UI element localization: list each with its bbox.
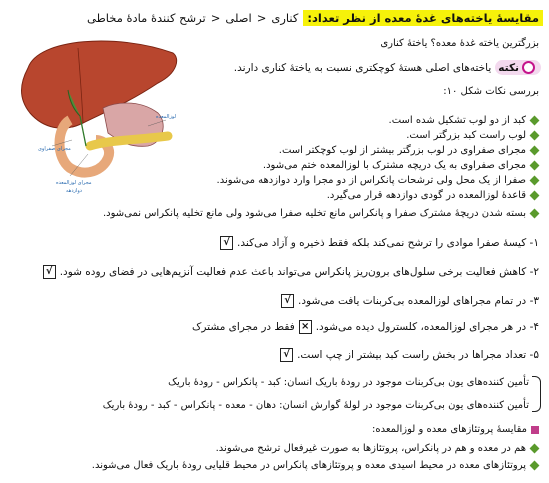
comparison-title: مقایسهٔ پروتئازهای معده و لوزالمعده: — [371, 424, 527, 435]
breadcrumb-item: اصلی — [225, 11, 252, 25]
figure-label-duodenum: دوازدهه — [66, 188, 82, 194]
question-row — [192, 320, 539, 334]
list-item — [279, 145, 539, 156]
question-text: ۳- در تمام مجراهای لوزالمعده بی‌کربنات یافت می‌شود. — [298, 295, 539, 307]
breadcrumb-item: ترشح کنندهٔ مادهٔ مخاطی — [87, 11, 206, 25]
list-item — [406, 130, 539, 141]
bullet-diamond-icon — [530, 131, 539, 140]
liver-pancreas-figure — [8, 28, 186, 206]
check-mark-box: √ — [220, 236, 233, 250]
square-bullet-icon — [531, 426, 539, 434]
question-row — [220, 236, 539, 250]
comparison-title-row — [372, 424, 539, 435]
question-text: ۲- کاهش فعالیت برخی سلول‌های برون‌ریز پانکراس می‌تواند باعث عدم فعالیت آنزیم‌هایی در فضای روده شود. — [59, 266, 539, 278]
check-mark-box: √ — [43, 265, 56, 279]
question-row — [281, 294, 539, 308]
point-text: کبد از دو لوب تشکیل شده است. — [388, 115, 526, 126]
point-text: صفرا از یک محل ولی ترشحات پانکراس از دو مجرا وارد دوازدهه می‌شوند. — [216, 175, 526, 186]
comparison-item: پروتئازهای معده در محیط اسیدی معده و پروتئازهای پانکراس در محیط قلیایی رودهٔ باریک فعال می‌شوند. — [91, 460, 526, 471]
bullet-diamond-icon — [530, 161, 539, 170]
breadcrumb-separator: < — [256, 11, 267, 25]
list-item — [217, 175, 539, 186]
intro-text: بزرگترین یاخته غدهٔ معده؟ یاختهٔ کناری — [380, 38, 539, 49]
note-badge — [495, 60, 541, 75]
bullet-diamond-icon — [530, 116, 539, 125]
list-item — [263, 160, 539, 171]
question-row — [280, 348, 539, 362]
list-item — [389, 115, 539, 126]
figure-label-pancreatic-duct: مجرای لوزالمعده — [56, 180, 92, 186]
bullet-diamond-icon — [530, 176, 539, 185]
figure-label-bile-duct: مجرای صفراوی — [38, 146, 71, 152]
note-text: یاخته‌های اصلی هستهٔ کوچکتری نسبت به یاختهٔ کناری دارند. — [233, 61, 492, 74]
right-brace — [532, 376, 541, 412]
breadcrumb-separator: < — [210, 11, 221, 25]
list-item — [216, 443, 539, 454]
question-text: ۴- در هر مجرای لوزالمعده، کلسترول دیده می‌شود. — [315, 321, 539, 333]
brace-line: تأمین کننده‌های یون بی‌کربنات موجود در رودهٔ باریک انسان: کبد - پانکراس - رودهٔ باریک — [168, 377, 529, 388]
bullet-diamond-icon — [530, 209, 539, 218]
note-circle-icon — [522, 61, 535, 74]
question-text: ۱- کیسهٔ صفرا موادی را ترشح نمی‌کند بلکه فقط ذخیره و آزاد می‌کند. — [237, 237, 539, 249]
title-row — [87, 10, 543, 26]
brace-line: تأمین کننده‌های یون بی‌کربنات موجود در لولهٔ گوارش انسان: دهان - معده - پانکراس - کبد - رودهٔ باریک — [102, 400, 529, 411]
note-row — [234, 60, 541, 75]
comparison-item: هم در معده و هم در پانکراس، پروتئازها به صورت غیرفعال ترشح می‌شوند. — [215, 443, 526, 454]
check-mark-box: √ — [281, 294, 294, 308]
title-highlight: مقایسهٔ یاخته‌های غدهٔ معده از نظر تعداد: — [303, 10, 543, 26]
points-title: بررسی نکات شکل ۱۰: — [443, 86, 539, 97]
point-text: لوب راست کبد بزرگتر است. — [406, 130, 526, 141]
figure-label-pancreas: لوزالمعده — [156, 114, 176, 120]
question-text: ۵- تعداد مجراها در بخش راست کبد بیشتر از چپ است. — [297, 349, 539, 361]
point-text: قاعدهٔ لوزالمعده در گودی دوازدهه قرار می‌گیرد. — [326, 190, 526, 201]
note-label: نکته — [498, 61, 519, 74]
list-item — [92, 460, 539, 471]
question-correction: فقط در مجرای مشترک — [191, 321, 295, 333]
list-item — [103, 208, 539, 219]
list-item — [327, 190, 539, 201]
bullet-diamond-icon — [530, 444, 539, 453]
breadcrumb-item: کناری — [271, 11, 299, 25]
question-row — [43, 265, 539, 279]
bullet-diamond-icon — [530, 191, 539, 200]
bullet-diamond-icon — [530, 146, 539, 155]
bullet-diamond-icon — [530, 461, 539, 470]
check-mark-box: √ — [280, 348, 293, 362]
point-text: بسته شدن دریچهٔ مشترک صفرا و پانکراس مانع تخلیه صفرا می‌شود ولی مانع تخلیه پانکراس نمی‌شود. — [102, 208, 526, 219]
cross-mark-box: × — [299, 320, 312, 334]
point-text: مجرای صفراوی در لوب بزرگتر بیشتر از لوب کوچکتر است. — [278, 145, 526, 156]
point-text: مجرای صفراوی به یک دریچه مشترک با لوزالمعده ختم می‌شود. — [262, 160, 526, 171]
